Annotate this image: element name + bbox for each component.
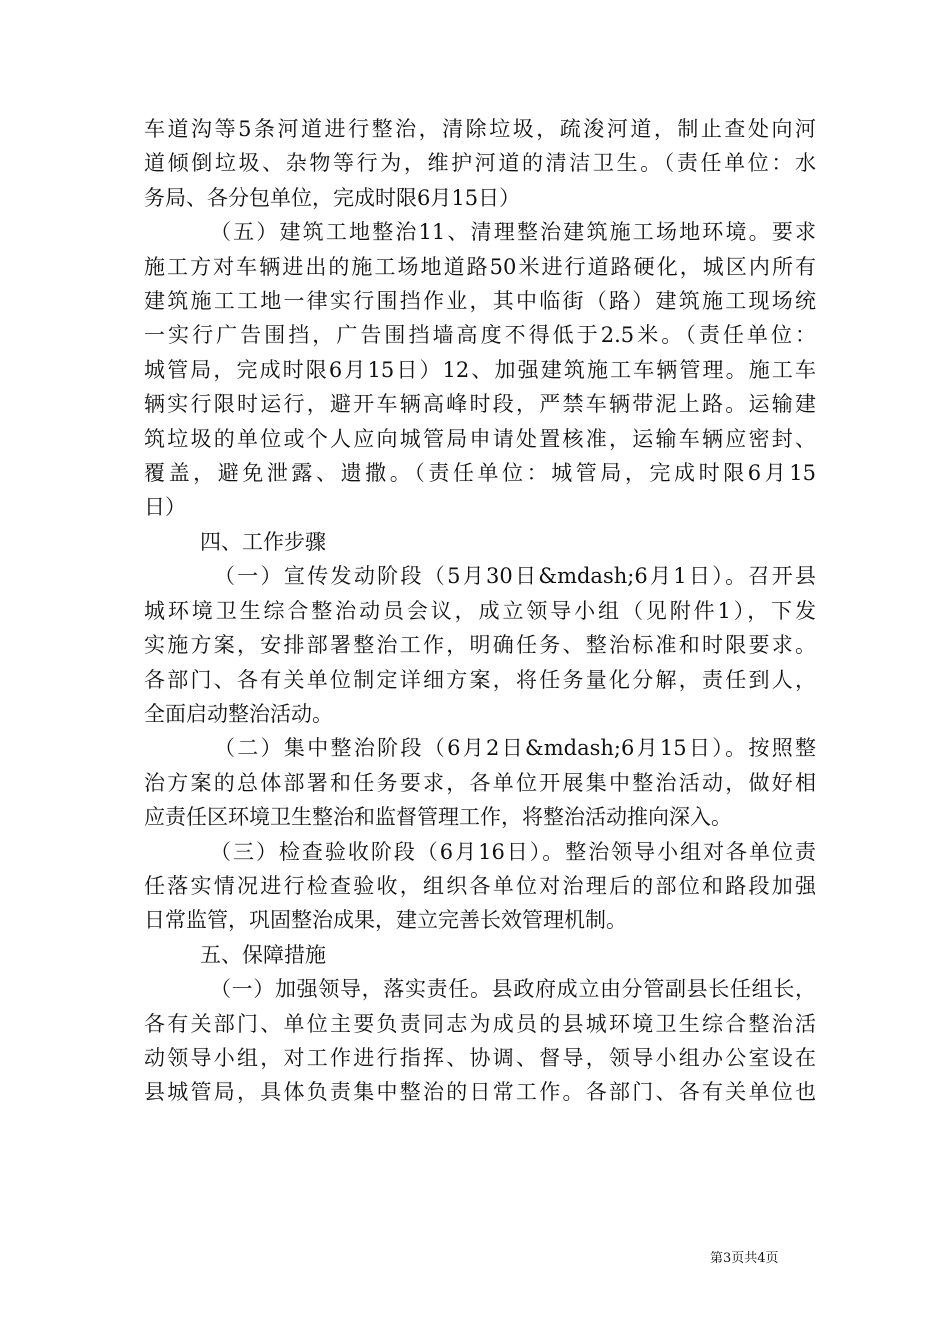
text-line: 各部门、各有关单位制定详细方案，将任务量化分解，责任到人， — [144, 667, 816, 692]
text-line: 城管局，完成时限6月15日）12、加强建筑施工车辆管理。施工车 — [144, 357, 816, 382]
text-line: 治方案的总体部署和任务要求，各单位开展集中整治活动，做好相 — [144, 770, 816, 795]
text-line: 县城管局，具体负责集中整治的日常工作。各部门、各有关单位也 — [144, 1080, 816, 1105]
text-line: （一）加强领导，落实责任。县政府成立由分管副县长任组长， — [210, 977, 816, 1002]
text-line: 筑垃圾的单位或个人应向城管局申请处置核准，运输车辆应密封、 — [144, 426, 816, 451]
text-line: 道倾倒垃圾、杂物等行为，维护河道的清洁卫生。（责任单位：水 — [144, 151, 816, 176]
text-line: 城环境卫生综合整治动员会议，成立领导小组（见附件1），下发 — [144, 598, 816, 623]
document-body — [144, 112, 816, 1110]
text-line: 施工方对车辆进出的施工场地道路50米进行道路硬化，城区内所有 — [144, 254, 816, 279]
text-line: 覆盖，避免泄露、遗撒。（责任单位：城管局，完成时限6月15 — [144, 461, 816, 486]
text-line: （一）宣传发动阶段（5月30日&mdash;6月1日）。召开县 — [214, 564, 816, 589]
text-line: 日） — [144, 495, 186, 520]
text-line: 辆实行限时运行，避开车辆高峰时段，严禁车辆带泥上路。运输建 — [144, 392, 816, 417]
text-line: 五、保障措施 — [200, 942, 326, 967]
text-line: 任落实情况进行检查验收，组织各单位对治理后的部位和路段加强 — [144, 873, 816, 898]
text-line: 各有关部门、单位主要负责同志为成员的县城环境卫生综合整治活 — [144, 1011, 816, 1036]
text-line: （五）建筑工地整治11、清理整治建筑施工场地环境。要求 — [210, 220, 816, 245]
text-line: （三）检查验收阶段（6月16日）。整治领导小组对各单位责 — [210, 839, 816, 864]
text-line: 实施方案，安排部署整治工作，明确任务、整治标准和时限要求。 — [144, 633, 816, 658]
page-number-footer: 第3页共4页 — [710, 1251, 779, 1266]
text-line: 一实行广告围挡，广告围挡墙高度不得低于2.5米。（责任单位： — [144, 323, 816, 348]
text-line: 车道沟等5条河道进行整治，清除垃圾，疏浚河道，制止查处向河 — [144, 117, 816, 141]
text-line: 动领导小组，对工作进行指挥、协调、督导，领导小组办公室设在 — [144, 1045, 816, 1070]
text-line: （二）集中整治阶段（6月2日&mdash;6月15日）。按照整 — [214, 736, 816, 761]
text-line: 务局、各分包单位，完成时限6月15日） — [144, 185, 521, 210]
text-line: 日常监管，巩固整治成果，建立完善长效管理机制。 — [144, 908, 627, 933]
text-line: 应责任区环境卫生整治和监督管理工作，将整治活动推向深入。 — [144, 805, 732, 830]
text-line: 建筑施工工地一律实行围挡作业，其中临街（路）建筑施工现场统 — [144, 289, 816, 314]
text-line: 全面启动整治活动。 — [144, 701, 333, 726]
text-line: 四、工作步骤 — [200, 529, 326, 554]
